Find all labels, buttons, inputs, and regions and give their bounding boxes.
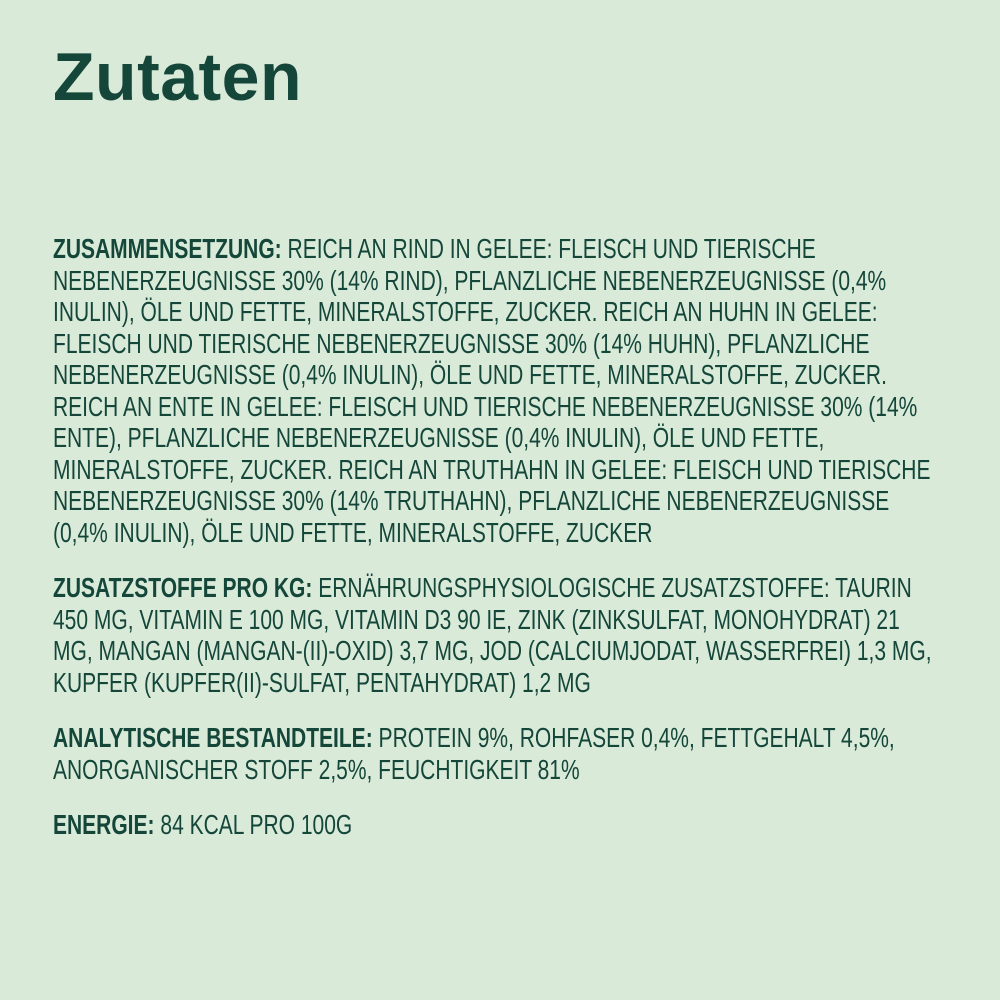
section-text-analytische-bestandteile: PROTEIN 9%, ROHFASER 0,4%, FETTGEHALT 4,5%, ANORGANISCHER STOFF 2,5%, FEUCHTIGKEIT 81% bbox=[53, 722, 895, 785]
section-label-zusammensetzung: ZUSAMMENSETZUNG: bbox=[53, 233, 282, 264]
ingredients-text-block bbox=[53, 233, 944, 865]
section-text-zusammensetzung: REICH AN RIND IN GELEE: FLEISCH UND TIERISCHE NEBENERZEUGNISSE 30% (14% RIND), PFLANZLICHE NEBENERZEUGNISSE (0,4% INULIN), ÖLE UND FETTE, MINERALSTOFFE, ZUCKER. REICH AN HUHN IN GELEE: FLEISCH UND TIERISCHE NEBENERZEUGNISSE 30% (14% HUHN), PFLANZLICHE NEBENERZEUGNISSE (0,4% INULIN), ÖLE UND FETTE, MINERALSTOFFE, ZUCKER. REICH AN ENTE IN GELEE: FLEISCH UND TIERISCHE NEBENERZEUGNISSE 30% (14% ENTE), PFLANZLICHE NEBENERZEUGNISSE (0,4% INULIN), ÖLE UND FETTE, MINERALSTOFFE, ZUCKER. REICH AN TRUTHAHN IN GELEE: FLEISCH UND TIERISCHE NEBENERZEUGNISSE 30% (14% TRUTHAHN), PFLANZLICHE NEBENERZEUGNISSE (0,4% INULIN), ÖLE UND FETTE, MINERALSTOFFE, ZUCKER bbox=[53, 233, 931, 548]
section-text-zusatzstoffe: ERNÄHRUNGSPHYSIOLOGISCHE ZUSATZSTOFFE: TAURIN 450 MG, VITAMIN E 100 MG, VITAMIN D3 90 IE, ZINK (ZINKSULFAT, MONOHYDRAT) 21 MG, MANGAN (MANGAN-(II)-OXID) 3,7 MG, JOD (CALCIUMJODAT, WASSERFREI) 1,3 MG, KUPFER (KUPFER(II)-SULFAT, PENTAHYDRAT) 1,2 MG bbox=[53, 572, 932, 698]
section-label-energie: ENERGIE: bbox=[53, 809, 155, 840]
section-energie bbox=[53, 809, 944, 841]
section-zusatzstoffe bbox=[53, 572, 944, 698]
section-zusammensetzung bbox=[53, 233, 944, 548]
section-label-analytische-bestandteile: ANALYTISCHE BESTANDTEILE: bbox=[53, 722, 373, 753]
page-title: Zutaten bbox=[53, 39, 303, 115]
section-text-energie: 84 KCAL PRO 100G bbox=[160, 809, 353, 840]
section-label-zusatzstoffe: ZUSATZSTOFFE PRO KG: bbox=[53, 572, 313, 603]
section-analytische-bestandteile bbox=[53, 722, 944, 785]
